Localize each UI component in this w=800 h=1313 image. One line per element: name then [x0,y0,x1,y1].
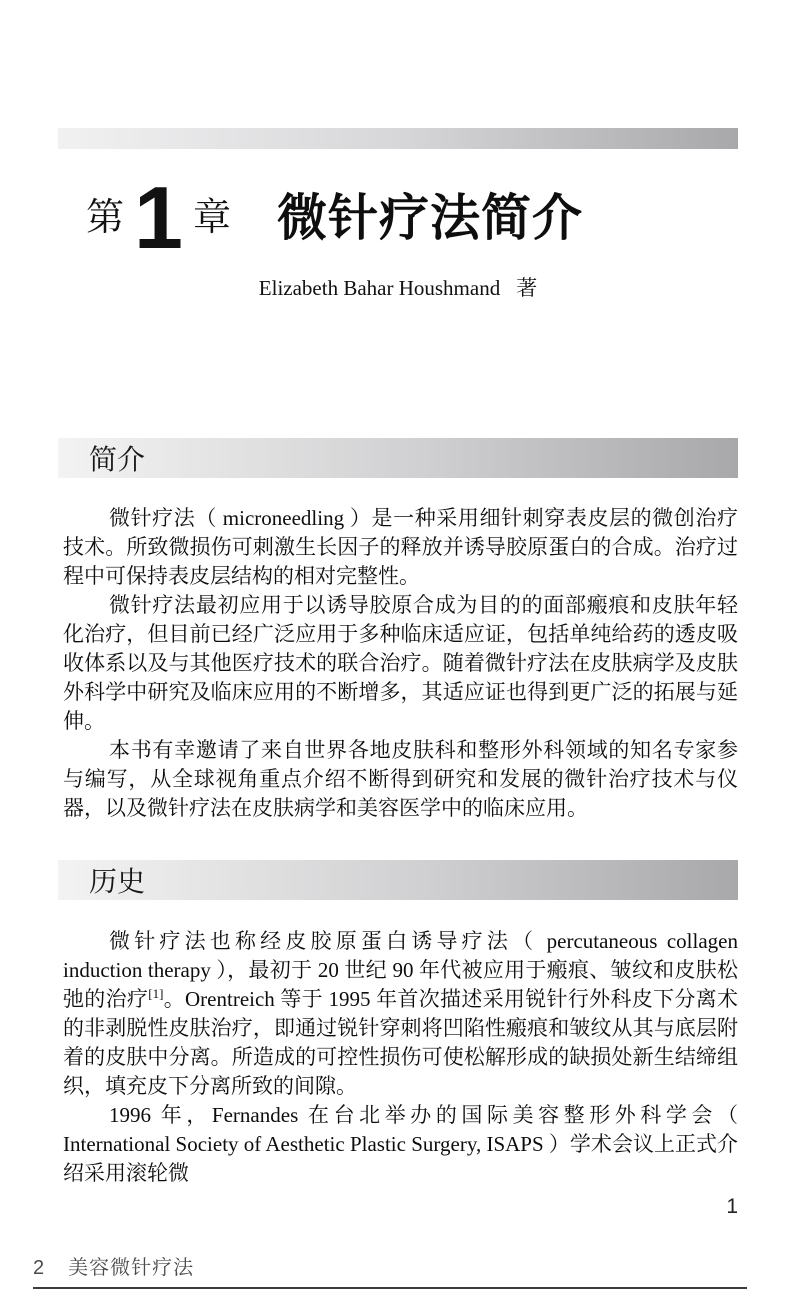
paragraph: 1996 年，Fernandes 在台北举办的国际美容整形外科学会（ International Society of Aesthetic Plastic Surgery, ISAPS ）学术会议上正式介绍采用滚轮微 [63,1103,738,1185]
intro-section-text [63,504,738,823]
chapter-title: 微针疗法简介 [276,190,583,246]
paragraph: 微针疗法（ microneedling ）是一种采用细针刺穿表皮层的微创治疗技术。所致微损伤可刺激生长因子的释放并诱导胶原蛋白的合成。治疗过程中可保持表皮层结构的相对完整性。 [63,506,738,588]
chapter-prefix: 第 [86,197,125,239]
author-line [58,272,738,302]
paragraph [63,927,738,1101]
section-heading-history-label: 历史 [89,866,146,897]
history-section-text [63,927,738,1188]
paragraph-text: 。Orentreich 等于 1995 年首次描述采用锐针行外科皮下分离术的非剥脱性皮肤治疗，即通过锐针穿刺将凹陷性瘢痕和皱纹从其与底层附着的皮肤中分离。所造成的可控性损伤可使松解形成的缺损处新生结缔组织，填充皮下分离所致的间隙。 [63,987,738,1098]
chapter-heading [86,168,583,268]
page-number: 1 [726,1195,738,1218]
footer-rule [33,1287,747,1289]
paragraph-text: 微针疗法也称经皮胶原蛋白诱导疗法（ percutaneous collagen induction therapy ），最初于 20 世纪 90 年代被应用于瘢痕、皱纹和皮肤松弛的治疗 [63,929,738,1011]
running-footer-page: 2 [33,1257,45,1279]
section-heading-history [58,860,738,900]
header-gradient-rule [58,128,738,149]
chapter-suffix: 章 [192,197,231,239]
paragraph: 本书有幸邀请了来自世界各地皮肤科和整形外科领域的知名专家参与编写，从全球视角重点介绍不断得到研究和发展的微针治疗技术与仪器，以及微针疗法在皮肤病学和美容医学中的临床应用。 [63,738,738,820]
section-heading-intro [58,438,738,478]
section-heading-intro-label: 简介 [89,444,146,475]
paragraph: 微针疗法最初应用于以诱导胶原合成为目的的面部瘢痕和皮肤年轻化治疗，但目前已经广泛应用于多种临床适应证，包括单纯给药的透皮吸收体系以及与其他医疗技术的联合治疗。随着微针疗法在皮肤病学及皮肤外科学中研究及临床应用的不断增多，其适应证也得到更广泛的拓展与延伸。 [63,593,738,733]
citation-superscript: [1] [148,986,164,1001]
author-name: Elizabeth Bahar Houshmand [258,276,501,300]
running-footer-book-title: 美容微针疗法 [68,1257,195,1279]
author-role: 著 [516,276,538,300]
chapter-number: 1 [134,168,183,268]
running-footer [33,1251,194,1280]
